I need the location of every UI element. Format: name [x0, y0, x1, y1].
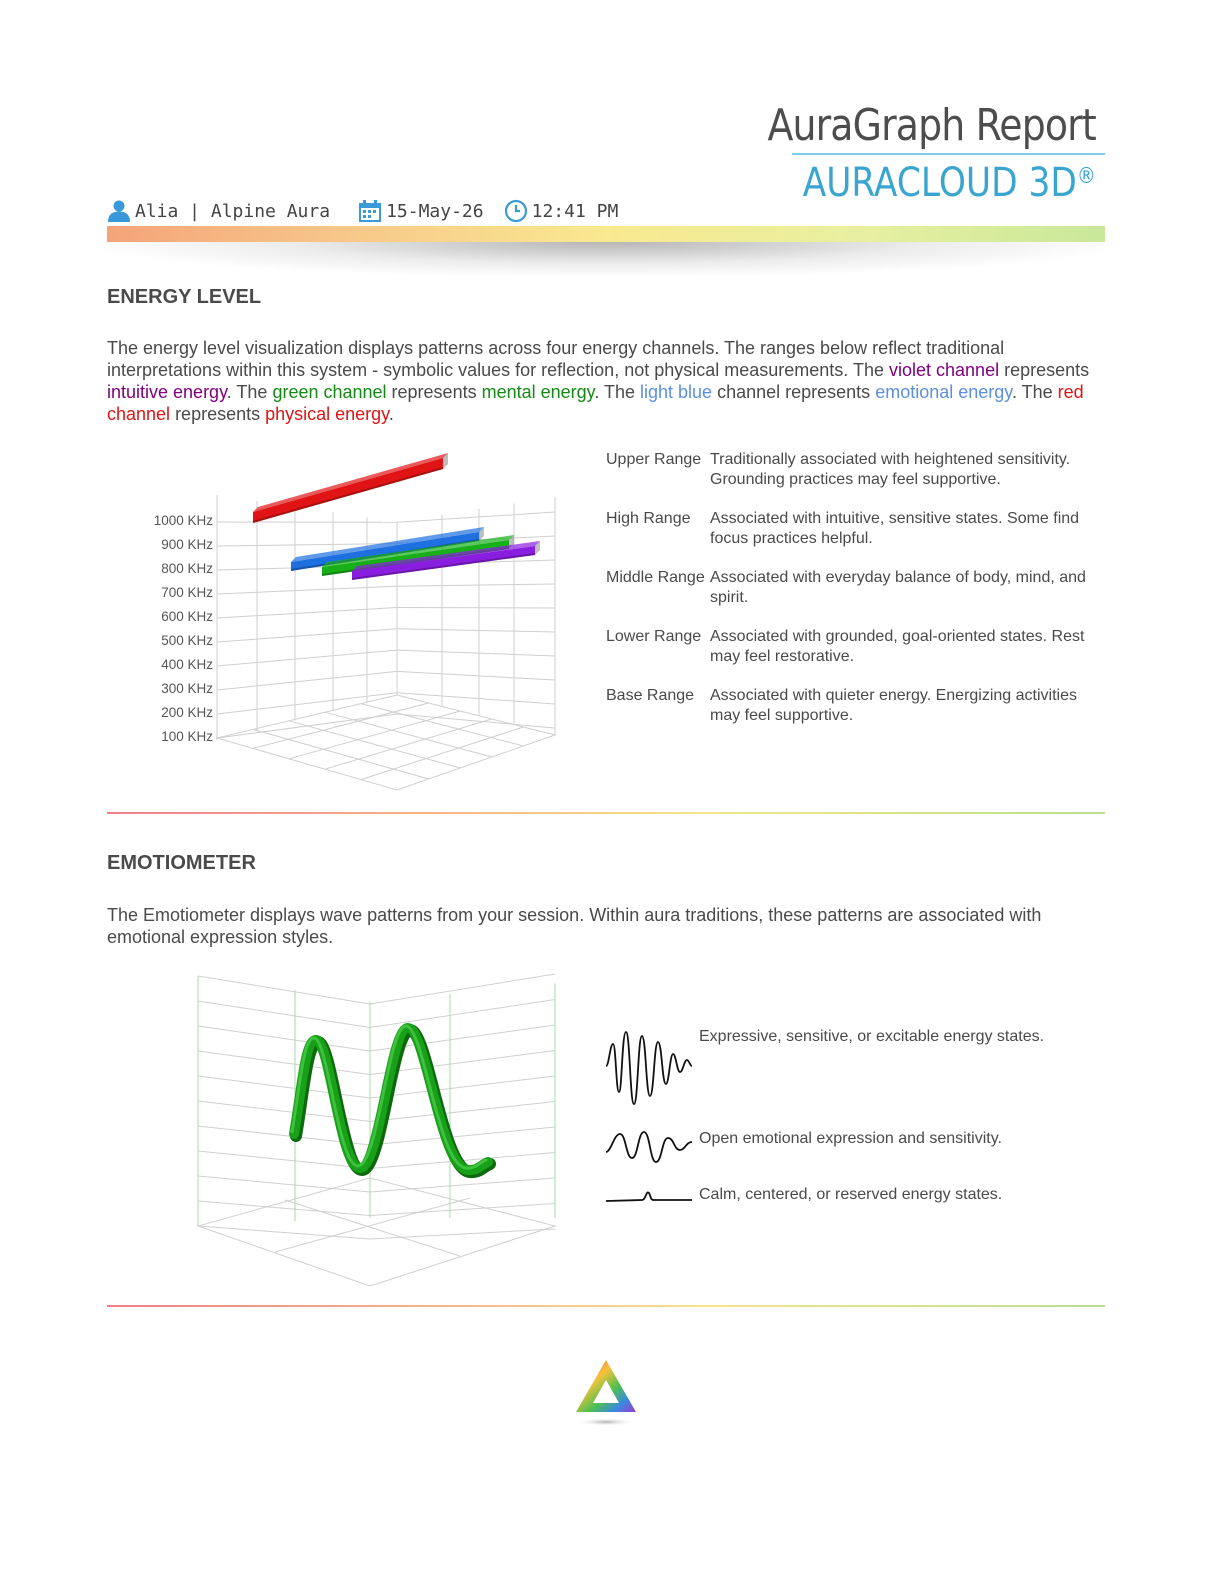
range-name: Middle Range [606, 569, 705, 586]
floor-outline [217, 695, 555, 790]
floor-line [361, 727, 523, 780]
grid-line [397, 608, 555, 609]
y-tick-label: 500 KHz [161, 633, 213, 648]
intro-text: . The [226, 382, 273, 402]
grid-line [397, 584, 555, 586]
user-icon [107, 199, 131, 223]
grid-line [198, 1051, 370, 1075]
range-description: Associated with intuitive, sensitive states. Some find focus practices helpful. [710, 510, 1080, 547]
intro-text: . The [1011, 382, 1058, 402]
range-description: Traditionally associated with heightened sensitivity. Grounding practices may feel supportive. [710, 451, 1071, 488]
user-info [107, 199, 330, 223]
range-description: Associated with grounded, goal-oriented states. Rest may feel restorative. [710, 628, 1085, 665]
floor-line [253, 729, 429, 779]
intro-highlight-blue: light blue [640, 382, 713, 402]
grid-line [397, 693, 555, 704]
grid-line [217, 671, 397, 690]
intro-highlight-violet: intuitive energy [107, 382, 227, 402]
floor-line [289, 721, 460, 768]
grid-line [198, 1176, 370, 1192]
legend-text: Open emotional expression and sensitivity. [699, 1130, 1002, 1147]
y-tick-label: 200 KHz [161, 705, 213, 720]
grid-line [198, 1026, 370, 1051]
medium-wave-icon [606, 1128, 692, 1164]
intro-text: channel represents [712, 382, 876, 402]
y-tick-label: 800 KHz [161, 561, 213, 576]
y-tick-label: 1000 KHz [153, 513, 213, 528]
section-divider [107, 812, 1105, 814]
grid-line [370, 1229, 555, 1239]
emotiometer-heading: EMOTIOMETER [107, 852, 256, 874]
floor-line [361, 704, 523, 746]
floor-line [325, 712, 492, 757]
energy-level-chart [107, 440, 567, 800]
intro-highlight-blue: emotional energy [875, 382, 1012, 402]
section-divider [107, 1305, 1105, 1307]
session-meta [107, 199, 618, 223]
header-rainbow-bar [107, 226, 1105, 242]
floor-line [325, 719, 492, 769]
grid-line [370, 1102, 555, 1122]
grid-line [370, 974, 555, 1004]
report-title: AuraGraph Report [767, 100, 1096, 151]
energy-level-heading: ENERGY LEVEL [107, 286, 262, 308]
y-tick-label: 100 KHz [161, 729, 213, 744]
clock-icon [504, 199, 528, 223]
grid-line [217, 608, 397, 619]
intro-text: . [388, 404, 394, 424]
intro-text: represents [386, 382, 482, 402]
user-name: Alia | Alpine Aura [135, 200, 331, 222]
grid-line [370, 1204, 555, 1216]
legend-text: Expressive, sensitive, or excitable energy states. [699, 1028, 1045, 1045]
grid-line [198, 1001, 370, 1028]
grid-line [397, 512, 555, 522]
grid-line [397, 650, 555, 656]
range-row [606, 686, 1106, 726]
grid-line [397, 629, 555, 632]
session-date: 15-May-26 [386, 200, 484, 222]
range-name: Lower Range [606, 628, 702, 645]
range-row [606, 568, 1106, 608]
range-row [606, 509, 1106, 549]
auracloud-logo-icon [574, 1356, 638, 1430]
range-description: Associated with everyday balance of body, mind, and spirit. [710, 569, 1086, 606]
time-info [504, 199, 619, 223]
emotiometer-legend-item [606, 1128, 1002, 1164]
session-time: 12:41 PM [531, 200, 619, 222]
registered-mark: ® [1077, 164, 1096, 189]
floor-line [289, 711, 460, 759]
beam-shadow [253, 468, 443, 522]
intro-highlight-red: physical energy [265, 404, 389, 424]
grid-line [217, 650, 397, 666]
range-name: Upper Range [606, 451, 702, 468]
y-tick-label: 900 KHz [161, 537, 213, 552]
y-tick-label: 700 KHz [161, 585, 213, 600]
grid-line [217, 693, 397, 714]
brand-divider [792, 153, 1105, 155]
range-description: Associated with quieter energy. Energizing activities may feel supportive. [710, 687, 1077, 724]
legend-text: Calm, centered, or reserved energy states. [699, 1186, 1003, 1203]
intro-text: The energy level visualization displays patterns across four energy channels. The ranges below reflect traditional interpretations within this system - symbolic values for reflection, not physical measurements. The [107, 338, 1005, 380]
grid-line [198, 1201, 370, 1216]
date-info [358, 199, 484, 223]
range-row [606, 450, 1106, 490]
grid-line [217, 586, 397, 594]
y-tick-label: 400 KHz [161, 657, 213, 672]
high-amplitude-wave-icon [606, 1026, 692, 1108]
y-tick-label: 600 KHz [161, 609, 213, 624]
intro-text: represents [170, 404, 266, 424]
grid-line [198, 1076, 370, 1098]
brand-subtitle [803, 160, 1096, 206]
flat-wave-icon [606, 1185, 692, 1207]
emotiometer-legend-item [606, 1185, 1002, 1207]
emotiometer-chart [190, 968, 565, 1288]
energy-level-intro [107, 337, 1107, 425]
range-descriptions [606, 450, 1106, 745]
grid-line [370, 1127, 555, 1145]
emotiometer-intro: The Emotiometer displays wave patterns from your session. Within aura traditions, these patterns are associated with emotional expression styles. [107, 905, 1042, 947]
grid-line [370, 1076, 555, 1098]
grid-line [217, 629, 397, 642]
calendar-icon [358, 199, 382, 223]
brand-subtitle-text: AURACLOUD 3D [802, 160, 1078, 206]
y-tick-label: 300 KHz [161, 681, 213, 696]
intro-text: . The [594, 382, 641, 402]
floor-line [253, 703, 429, 748]
grid-line [397, 714, 555, 728]
grid-line [370, 1000, 555, 1028]
range-name: Base Range [606, 687, 695, 704]
energy-beam-red [253, 453, 448, 523]
intro-highlight-red: red channel [107, 382, 1084, 424]
emotiometer-legend-item [606, 1026, 1044, 1108]
header-shadow [107, 242, 1105, 276]
grid-line [397, 671, 555, 680]
intro-text: represents [999, 360, 1090, 380]
grid-line [198, 976, 370, 1004]
intro-highlight-violet: violet channel [889, 360, 1000, 380]
range-name: High Range [606, 510, 691, 527]
intro-highlight-green: green channel [272, 382, 387, 402]
beam-top [253, 453, 448, 512]
range-row [606, 627, 1106, 667]
intro-highlight-green: mental energy [481, 382, 595, 402]
